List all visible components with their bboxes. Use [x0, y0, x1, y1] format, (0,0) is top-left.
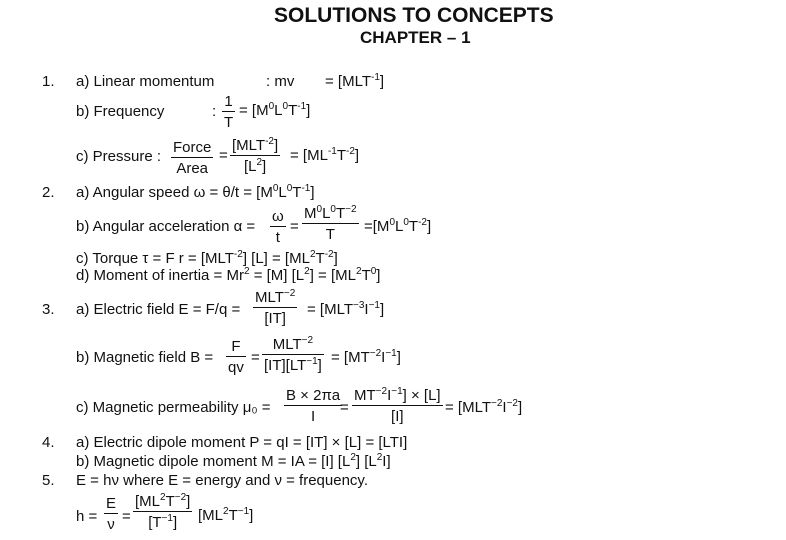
formula: : mv	[266, 73, 295, 90]
dimension-result: = $[ML^{-1}T^{-2}]$	[290, 146, 360, 164]
dimension-result: $=[M^0L^0T^{-2}]$	[364, 217, 432, 235]
problem-number-3: 3.	[42, 301, 55, 318]
fraction: $\frac{M^0L^0T^{-2}}{T}$	[304, 204, 357, 243]
problem-number-2: 2.	[42, 184, 55, 201]
fraction: $MLT^{-2}$ $[IT][LT^{-1}]$	[264, 335, 322, 374]
fraction: $[MLT^{-2}]$ $[L^2]$	[232, 136, 279, 175]
fraction: $\frac{\omega}{t}$	[272, 208, 284, 246]
fraction: $\frac{B \times 2\pi a}{I}$	[286, 387, 341, 425]
problem-2c: c) Torque τ = F $r = [MLT^{-2}] [L] = [ML^2T^{-2}]$	[76, 249, 338, 267]
label: b) Angular acceleration α =	[76, 218, 256, 235]
fraction: $\frac{1}{T}$	[224, 93, 234, 131]
label: b) Frequency	[76, 103, 165, 120]
dimension-result: = $[MLT^{-2}I^{-2}]$	[445, 398, 523, 416]
dimension-result: = $[MT^{-2}I^{-1}]$	[331, 348, 401, 366]
dimension-result: = $[MLT^{-1}]$	[325, 72, 385, 90]
dimension-result: = $[MLT^{-3}I^{-1}]$	[307, 300, 385, 318]
problem-4b: b) Magnetic dipole moment M = IA = [I] $[L^2]$ $[L^2I]$	[76, 452, 391, 470]
label: a) Linear momentum	[76, 73, 215, 90]
fraction: $\frac{[ML^2T^{-2}]}{[T^{-1}]}$	[135, 492, 191, 531]
problem-number-1: 1.	[42, 73, 55, 90]
problem-2a: a) Angular speed $\omega = \theta/t = [M^0L^0T^{-1}]$	[76, 183, 315, 201]
fraction: $MLT^{-2}$ [IT]	[255, 288, 296, 327]
label: c) Pressure :	[76, 148, 162, 165]
fraction: Force Area	[173, 139, 212, 177]
label: h =	[76, 508, 98, 525]
problem-5-statement: E = hν where E = energy and ν = frequency.	[76, 472, 368, 489]
label: a) Electric field E = F/q =	[76, 301, 241, 318]
dimension-result: = $[M^0L^0T^{-1}]$	[239, 101, 311, 119]
dimension-result: $[ML^2T^{-1}]$	[198, 506, 254, 524]
label: b) Magnetic field B =	[76, 349, 214, 366]
problem-4a: a) Electric dipole moment P = qI = [IT] × [L] = [LTI]	[76, 434, 408, 451]
problem-number-5: 5.	[42, 472, 55, 489]
page-title: SOLUTIONS TO CONCEPTS	[274, 4, 554, 27]
fraction: $\frac{F}{qv}$	[228, 338, 244, 376]
problem-2d: d) Moment of inertia = $Mr^2 = [M] [L^2] = [ML^2T^0]$	[76, 266, 381, 284]
problem-number-4: 4.	[42, 434, 55, 451]
label: c) Magnetic permeability μ₀ =	[76, 399, 271, 416]
fraction: $\frac{E}{\nu}$	[106, 495, 117, 533]
chapter-subtitle: CHAPTER – 1	[360, 28, 471, 47]
fraction: $\frac{MT^{-2}I^{-1}] \times [L]}{[I]}$	[354, 386, 441, 425]
